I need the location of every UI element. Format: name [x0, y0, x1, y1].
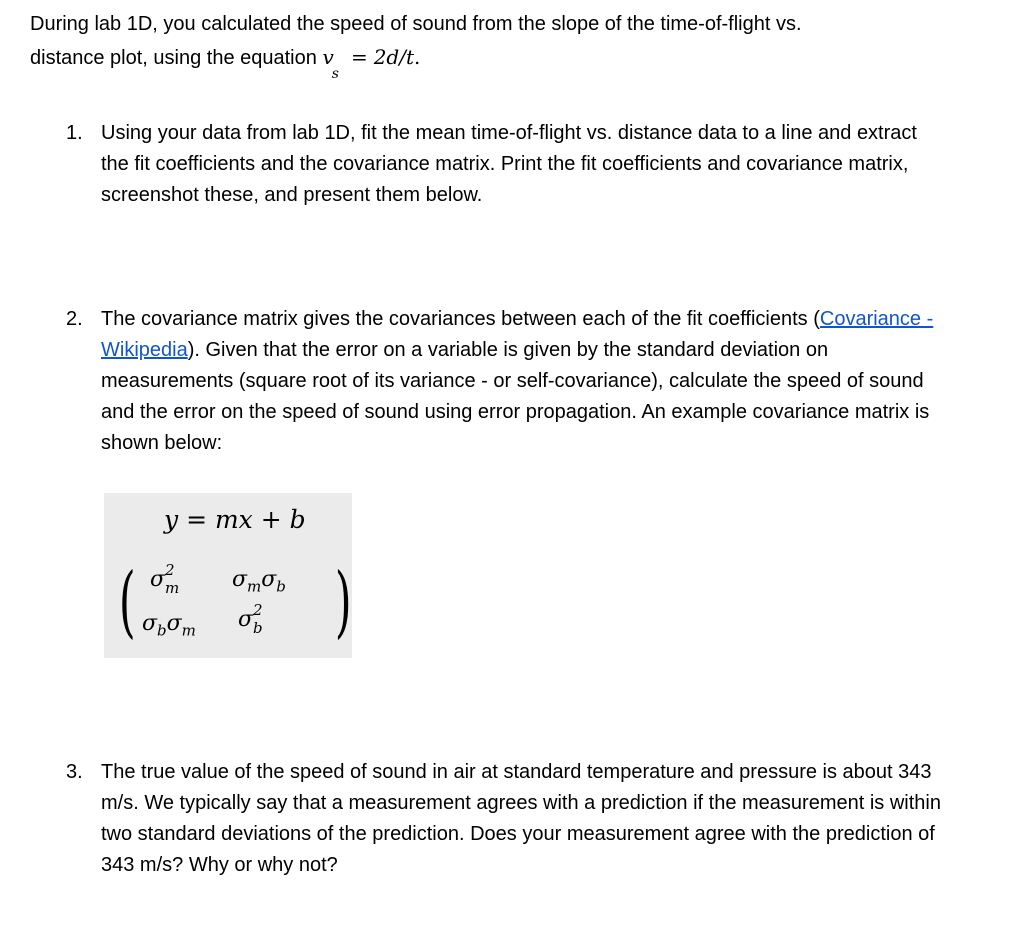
subscript: b: [157, 621, 167, 640]
script-stack: [253, 601, 265, 637]
subscript: m: [247, 577, 262, 596]
left-parenthesis: (: [118, 557, 136, 647]
intro-line-2: [30, 41, 1010, 82]
right-parenthesis: ): [334, 557, 352, 647]
subscript: m: [165, 579, 180, 597]
linear-equation: y = mx + b: [164, 505, 306, 534]
intro-line-2-text: distance plot, using the equation: [30, 47, 317, 69]
question-text: The true value of the speed of sound in air at standard temperature and pressure is about 343 m/s. We typically say that a measurement agrees with a prediction if the measurement is within two standard deviations of the prediction. Does your measurement agree with the prediction of 343 m/s? Why or why not?: [101, 761, 941, 876]
subscript: m: [181, 621, 196, 640]
covariance-matrix: [110, 557, 352, 649]
eq-subscript: s: [331, 66, 339, 82]
subscript: b: [276, 577, 286, 596]
eq-v: v: [322, 45, 334, 69]
sigma-symbol: σ: [142, 611, 158, 636]
eq-period: .: [414, 45, 421, 69]
eq-rhs: 2d/t: [373, 45, 415, 69]
question-text-part-2: ). Given that the error on a variable is given by the standard deviation on measurements (square root of its variance - or self-covariance), calculate the speed of sound and the error on the speed of sound using error propagation. An example covariance matrix is shown below:: [101, 339, 930, 454]
speed-equation: [322, 45, 421, 82]
matrix-cell-sigma-m-sigma-b: [232, 567, 286, 595]
question-3: [66, 757, 946, 881]
intro-paragraph: [30, 8, 1010, 82]
sigma-symbol: σ: [238, 607, 254, 632]
sigma-symbol: σ: [232, 567, 248, 592]
sigma-symbol: σ: [261, 567, 277, 592]
covariance-wikipedia-link[interactable]: Covariance - Wikipedia: [101, 308, 934, 361]
sigma-symbol: σ: [150, 567, 166, 592]
matrix-cell-sigma-b-squared: [238, 601, 265, 637]
question-text-part-1: The covariance matrix gives the covariances between each of the fit coefficients (: [101, 308, 820, 330]
superscript: 2: [253, 601, 263, 619]
superscript: 2: [165, 561, 175, 579]
subscript: b: [253, 619, 263, 637]
covariance-matrix-image: [104, 493, 352, 658]
question-text: Using your data from lab 1D, fit the mean time-of-flight vs. distance data to a line and extract the fit coefficients and the covariance matrix. Print the fit coefficients and covariance matrix, screenshot these, and present them below.: [101, 122, 917, 206]
matrix-cell-sigma-m-squared: [150, 561, 180, 597]
question-text: [101, 304, 946, 459]
script-stack: [165, 561, 180, 597]
intro-line-1: During lab 1D, you calculated the speed of sound from the slope of the time-of-flight vs.: [30, 13, 802, 35]
eq-equals: =: [350, 45, 368, 69]
sigma-symbol: σ: [166, 611, 182, 636]
question-number: 2.: [66, 308, 83, 330]
question-2: [66, 304, 946, 459]
question-number: 1.: [66, 122, 83, 144]
question-1: [66, 118, 946, 211]
matrix-cell-sigma-b-sigma-m: [142, 611, 196, 639]
question-number: 3.: [66, 761, 83, 783]
